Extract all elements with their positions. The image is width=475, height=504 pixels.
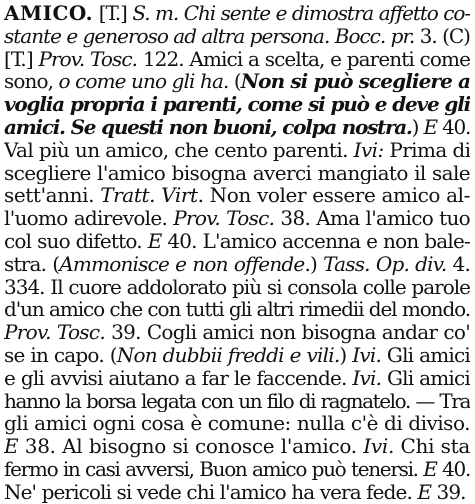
italic-run: E <box>423 115 437 139</box>
italic-run: Ivi: <box>353 138 384 162</box>
entry-line <box>4 412 470 435</box>
italic-run: Tass. Op. div. <box>323 252 447 276</box>
text-run: 122. Amici a scelta, e parenti come <box>137 47 470 71</box>
italic-run: Tratt. Virt. <box>100 184 204 208</box>
italic-run: Prov. Tosc. <box>173 207 275 230</box>
text-run: 40. <box>436 457 470 481</box>
entry-line <box>4 116 470 139</box>
italic-run: Ivi. <box>352 366 382 390</box>
entry-line <box>4 184 470 207</box>
italic-run: Prov. Tosc. <box>38 47 138 71</box>
italic-run: Ammonisce e non offende. <box>59 252 311 276</box>
dictionary-entry-amico <box>4 2 470 504</box>
italic-run: E <box>4 435 19 458</box>
entry-line <box>4 276 470 299</box>
text-run: 38. Ama l'amico tuo <box>274 207 470 230</box>
entry-line <box>4 298 470 321</box>
text-run: d'un amico che con tutti gli altri rimedii del mondo. <box>4 298 470 322</box>
entry-line <box>4 70 470 93</box>
bold-italic-run: Non si può scegliere a <box>240 70 470 94</box>
italic-run: S. m. Chi sente e dimostra affetto co- <box>132 2 470 25</box>
text-run: fermo in casi avversi, Buon amico può tenersi. <box>4 457 424 481</box>
text-run: 3. (C) <box>414 24 470 48</box>
italic-run: stante e generoso ad altra persona. Bocc. pr. <box>4 24 415 48</box>
entry-line <box>4 230 470 253</box>
entry-line <box>4 435 470 458</box>
bold-italic-run: amici. Se questi non buoni, colpa nostra. <box>4 115 412 139</box>
entry-line <box>4 321 470 344</box>
text-run: 334. Il cuore addolorato più si consola colle parole <box>4 275 470 299</box>
text-run: e gli avvisi aiutano a far le faccende. <box>4 366 353 390</box>
text-run: gli amici ogni cosa è comune: nulla c'è di diviso. <box>4 412 470 436</box>
text-run: ) <box>339 343 353 367</box>
headword: AMICO. <box>4 2 94 25</box>
text-run: [T.] <box>4 47 39 71</box>
entry-line <box>4 367 470 390</box>
text-run: se in capo. ( <box>4 343 117 367</box>
text-run: Ne' pericoli si vede chi l'amico ha vera fede. <box>4 480 418 504</box>
text-run: ) <box>310 252 324 276</box>
italic-run: Prov. Tosc. <box>4 321 106 344</box>
italic-run: E <box>417 480 432 504</box>
text-run: Gli amici <box>381 366 470 390</box>
entry-line <box>4 2 470 25</box>
entry-line <box>4 253 470 276</box>
text-run: 38. Al bisogno si conosce l'amico. <box>18 435 364 458</box>
text-run: stra. ( <box>4 252 60 276</box>
text-run: 4. <box>446 252 470 276</box>
entry-line <box>4 458 470 481</box>
italic-run: E <box>423 457 437 481</box>
text-run: 39. Cogli amici non bisogna andar co' <box>105 321 470 344</box>
text-run: l'uomo adirevole. <box>4 207 174 230</box>
entry-line <box>4 481 470 504</box>
italic-run: E <box>147 229 162 253</box>
text-run: [T.] <box>93 2 133 25</box>
text-run: hanno la borsa legata con un filo di ragnatelo. — Tra <box>4 389 470 413</box>
text-run: scegliere l'amico bisogna averci mangiato il sale <box>4 161 470 185</box>
text-run: sett'anni. <box>4 184 101 208</box>
text-run: col suo difetto. <box>4 229 148 253</box>
text-run: 40. L'amico accenna e non bale- <box>161 229 470 253</box>
text-run: Non voler essere amico al- <box>203 184 470 208</box>
bold-italic-run: voglia propria i parenti, come si può e deve gli <box>4 93 470 116</box>
italic-run: Ivi. <box>352 343 382 367</box>
text-run: Chi sta <box>394 435 470 458</box>
italic-run: Ivi. <box>363 435 395 458</box>
text-run: 39. <box>431 480 466 504</box>
entry-line <box>4 162 470 185</box>
text-run: Prima di <box>383 138 470 162</box>
text-run: Gli amici <box>381 343 470 367</box>
text-run: ( <box>228 70 241 94</box>
text-run: Val più un amico, che cento parenti. <box>4 138 354 162</box>
entry-line <box>4 390 470 413</box>
italic-run: o come uno gli ha. <box>58 70 229 94</box>
text-run: sono, <box>4 70 59 94</box>
entry-line <box>4 48 470 71</box>
entry-line <box>4 344 470 367</box>
italic-run: Non dubbii freddi e vili. <box>116 343 340 367</box>
entry-line <box>4 93 470 116</box>
entry-line <box>4 25 470 48</box>
entry-line <box>4 139 470 162</box>
entry-line <box>4 207 470 230</box>
text-run: 40. <box>436 115 470 139</box>
text-run: ) <box>411 115 424 139</box>
